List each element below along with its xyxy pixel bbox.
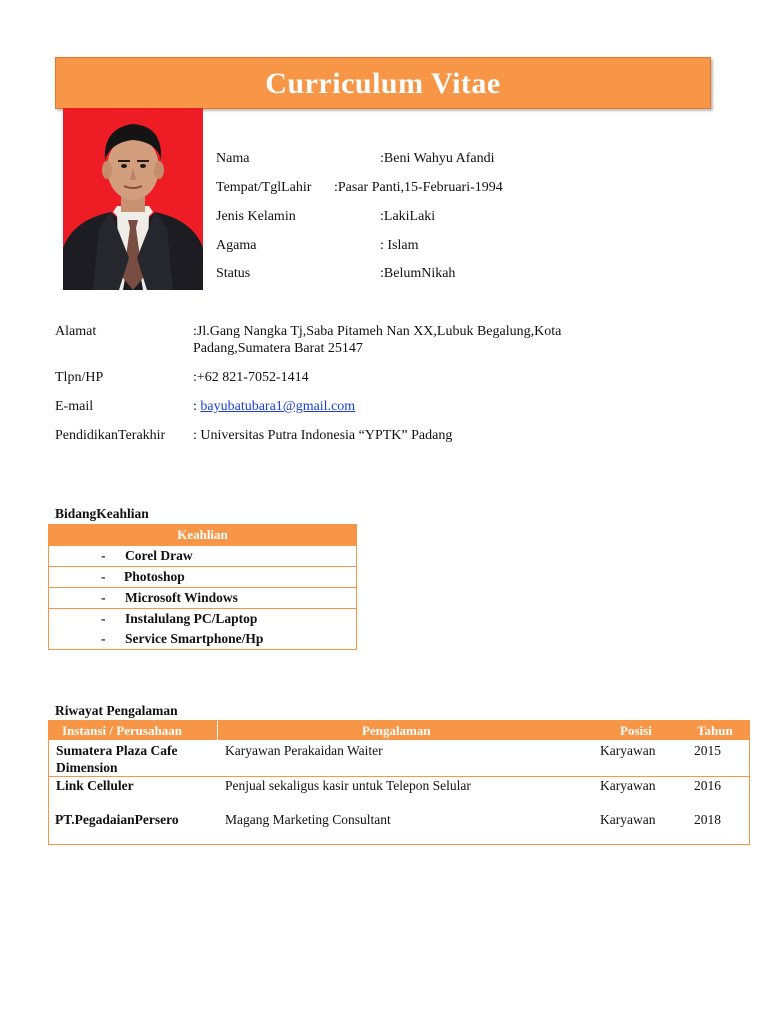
email-link[interactable]: bayubatubara1@gmail.com bbox=[200, 399, 356, 414]
gender-value: :LakiLaki bbox=[380, 209, 436, 224]
name-value: :Beni Wahyu Afandi bbox=[380, 151, 495, 166]
skill-text: Service Smartphone/Hp bbox=[125, 631, 264, 646]
religion-value: : Islam bbox=[380, 238, 419, 253]
experience-table bbox=[48, 720, 750, 845]
phone-label: Tlpn/HP bbox=[55, 370, 104, 385]
experience-header bbox=[49, 721, 749, 740]
gender-label: Jenis Kelamin bbox=[216, 209, 296, 224]
skills-header: Keahlian bbox=[49, 525, 356, 545]
skills-section-title: BidangKeahlian bbox=[55, 506, 149, 521]
email-row bbox=[193, 398, 355, 415]
skill-bullet: - bbox=[101, 590, 106, 605]
row1-institution: Sumatera Plaza Cafe Dimension bbox=[56, 743, 178, 775]
birth-value: :Pasar Panti,15-Februari-1994 bbox=[334, 180, 503, 195]
header-position: Posisi bbox=[620, 723, 652, 738]
skill-text: Instalulang PC/Laptop bbox=[125, 611, 258, 626]
row2-year: 2016 bbox=[694, 778, 721, 793]
profile-photo bbox=[63, 108, 203, 290]
address-line2: Padang,Sumatera Barat 25147 bbox=[193, 341, 363, 356]
skill-bullet: - bbox=[101, 631, 106, 646]
header-divider bbox=[217, 721, 218, 740]
education-label: PendidikanTerakhir bbox=[55, 428, 166, 443]
skill-text: Corel Draw bbox=[125, 548, 193, 563]
row3-institution: PT.PegadaianPersero bbox=[55, 812, 179, 827]
header-experience: Pengalaman bbox=[362, 723, 431, 738]
email-label: E-mail bbox=[55, 399, 94, 414]
education-value: : Universitas Putra Indonesia “YPTK” Padang bbox=[193, 428, 453, 443]
skill-item bbox=[49, 566, 356, 587]
row3-experience: Magang Marketing Consultant bbox=[225, 812, 391, 827]
skill-bullet: - bbox=[101, 548, 106, 563]
row1-position: Karyawan bbox=[600, 743, 656, 758]
row3-year: 2018 bbox=[694, 812, 721, 827]
row1-year: 2015 bbox=[694, 743, 721, 758]
row1-experience: Karyawan Perakaidan Waiter bbox=[225, 743, 383, 758]
skills-table bbox=[48, 524, 357, 650]
skill-item bbox=[49, 587, 356, 608]
status-label: Status bbox=[216, 266, 251, 281]
address-label: Alamat bbox=[55, 324, 97, 339]
skill-text: Photoshop bbox=[124, 569, 185, 584]
email-prefix: : bbox=[193, 399, 201, 414]
name-label: Nama bbox=[216, 151, 250, 166]
row2-experience: Penjual sekaligus kasir untuk Telepon Selular bbox=[225, 778, 471, 793]
phone-value: :+62 821-7052-1414 bbox=[193, 370, 309, 385]
skill-bullet: - bbox=[101, 569, 106, 584]
birth-label: Tempat/TglLahir bbox=[216, 180, 312, 195]
row3-position: Karyawan bbox=[600, 812, 656, 827]
status-value: :BelumNikah bbox=[380, 266, 456, 281]
header-institution: Instansi / Perusahaan bbox=[62, 723, 182, 738]
address-line1: :Jl.Gang Nangka Tj,Saba Pitameh Nan XX,Lubuk Begalung,Kota bbox=[193, 324, 562, 339]
experience-section-title: Riwayat Pengalaman bbox=[55, 703, 178, 718]
skill-item bbox=[49, 629, 356, 649]
row2-institution: Link Celluler bbox=[56, 778, 134, 793]
skill-item bbox=[49, 608, 356, 629]
skill-bullet: - bbox=[101, 611, 106, 626]
cv-title: Curriculum Vitae bbox=[55, 57, 711, 109]
header-year: Tahun bbox=[697, 723, 733, 738]
skill-text: Microsoft Windows bbox=[125, 590, 238, 605]
skill-item bbox=[49, 545, 356, 566]
religion-label: Agama bbox=[216, 238, 257, 253]
row2-position: Karyawan bbox=[600, 778, 656, 793]
